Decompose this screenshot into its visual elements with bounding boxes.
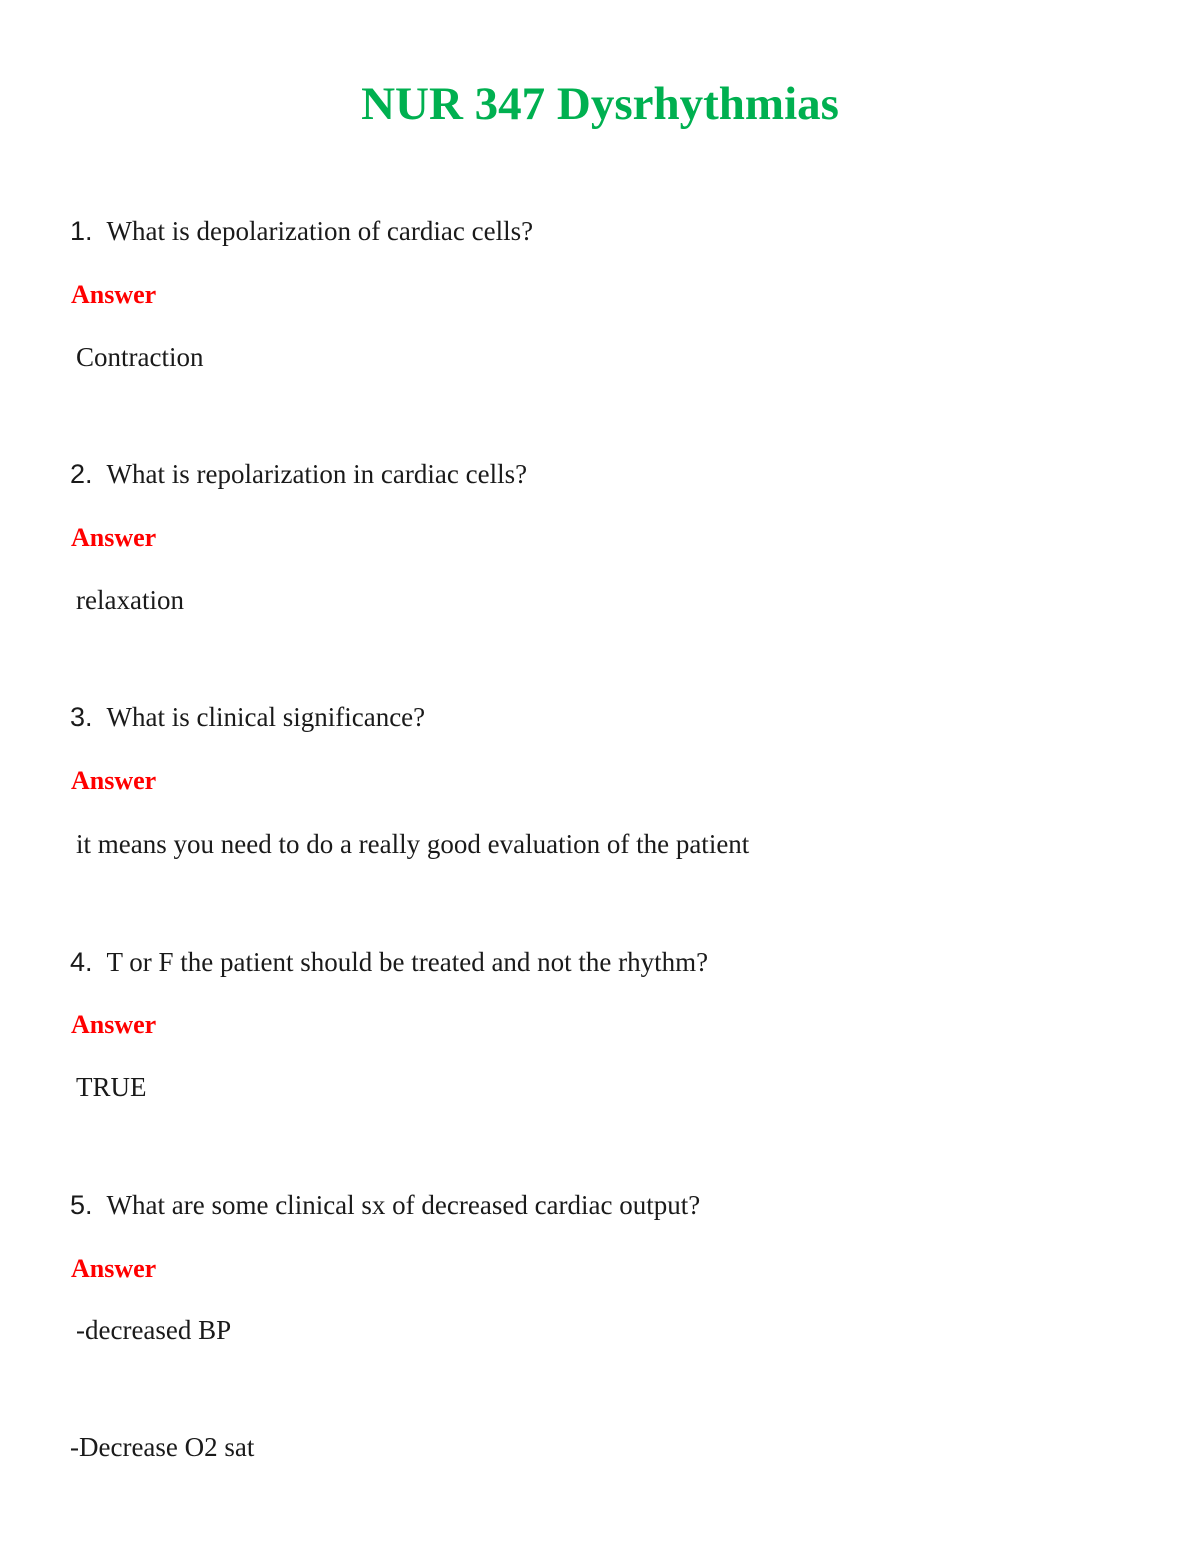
question-text: T or F the patient should be treated and not the rhythm?	[106, 947, 709, 977]
question-text: What is clinical significance?	[106, 702, 426, 732]
answer-text: it means you need to do a really good evaluation of the patient	[76, 829, 750, 859]
answer-text: TRUE	[76, 1072, 147, 1102]
question-number: 1.	[70, 216, 93, 246]
answer-text: relaxation	[76, 585, 184, 615]
question-number: 2.	[70, 459, 93, 489]
question-text: What are some clinical sx of decreased cardiac output?	[106, 1190, 701, 1220]
question-number: 5.	[70, 1190, 93, 1220]
question-number: 4.	[70, 947, 93, 977]
question-1	[70, 214, 533, 248]
question-2	[70, 457, 527, 491]
answer-text: -Decrease O2 sat	[70, 1432, 255, 1462]
document-title: NUR 347 Dysrhythmias	[361, 78, 839, 130]
answer-label: Answer	[71, 1254, 157, 1283]
answer-text: -decreased BP	[76, 1315, 232, 1345]
question-number: 3.	[70, 702, 93, 732]
question-text: What is depolarization of cardiac cells?	[106, 216, 534, 246]
answer-label: Answer	[71, 1010, 157, 1039]
question-3	[70, 700, 425, 734]
answer-text: Contraction	[76, 342, 204, 372]
question-5	[70, 1188, 700, 1222]
question-4	[70, 945, 708, 979]
question-text: What is repolarization in cardiac cells?	[106, 459, 528, 489]
answer-label: Answer	[71, 280, 157, 309]
answer-label: Answer	[71, 523, 157, 552]
answer-label: Answer	[71, 766, 157, 795]
